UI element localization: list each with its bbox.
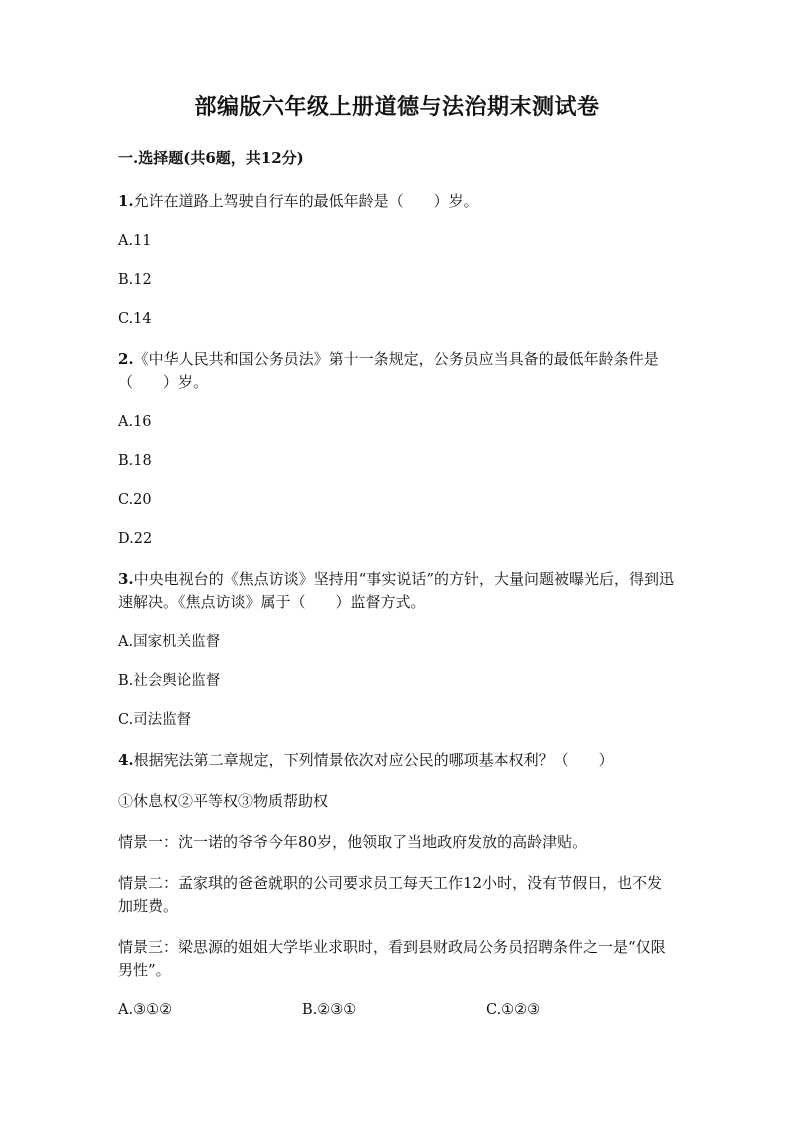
question-1-option-a: A.11	[118, 233, 152, 249]
exam-title: 部编版六年级上册道德与法治期末测试卷	[194, 94, 600, 120]
question-4-stem	[118, 749, 676, 772]
question-1-number: 1.	[118, 192, 134, 210]
question-3-option-c: C.司法监督	[118, 712, 192, 728]
question-2-option-b: B.18	[118, 453, 152, 469]
question-2-option-c: C.20	[118, 492, 152, 508]
question-4-scene-3: 情景三：梁思源的姐姐大学毕业求职时，看到县财政局公务员招聘条件之一是“仅限男性”。	[118, 938, 666, 979]
question-4-scene-1: 情景一：沈一诺的爷爷今年80岁，他领取了当地政府发放的高龄津贴。	[118, 833, 588, 851]
question-3-option-b: B.社会舆论监督	[118, 673, 221, 689]
question-2-option-d: D.22	[118, 531, 153, 547]
question-3-option-a: A.国家机关监督	[118, 634, 221, 650]
question-1-text: 允许在道路上驾驶自行车的最低年龄是（ ）岁。	[133, 192, 479, 210]
question-3-stem	[118, 568, 676, 614]
question-1-option-c: C.14	[118, 311, 152, 327]
section-heading: 一.选择题(共6题，共12分)	[118, 149, 304, 167]
question-3-text: 中央电视台的《焦点访谈》坚持用“事实说话”的方针，大量问题被曝光后，得到迅速解决。《焦点访谈》属于（ ）监督方式。	[118, 570, 675, 611]
question-4-option-a: A.③①②	[118, 1002, 173, 1018]
question-2-text: 《中华人民共和国公务员法》第十一条规定，公务员应当具备的最低年龄条件是（ ）岁。	[118, 350, 659, 391]
question-4-option-b: B.②③①	[302, 1002, 357, 1018]
question-3-number: 3.	[118, 570, 134, 588]
question-1-option-b: B.12	[118, 272, 152, 288]
question-4-scene-2: 情景二：孟家琪的爸爸就职的公司要求员工每天工作12小时，没有节假日，也不发加班费。	[118, 874, 663, 915]
question-4-number: 4.	[118, 751, 134, 769]
question-1-stem	[118, 190, 676, 213]
question-4-rights-list: ①休息权②平等权③物质帮助权	[118, 792, 329, 810]
question-4-option-c: C.①②③	[486, 1002, 541, 1018]
question-2-number: 2.	[118, 350, 134, 368]
question-4-options	[118, 1000, 676, 1020]
question-4-text: 根据宪法第二章规定，下列情景依次对应公民的哪项基本权利？（ ）	[133, 751, 614, 769]
question-2-option-a: A.16	[118, 414, 152, 430]
question-2-stem	[118, 348, 676, 394]
